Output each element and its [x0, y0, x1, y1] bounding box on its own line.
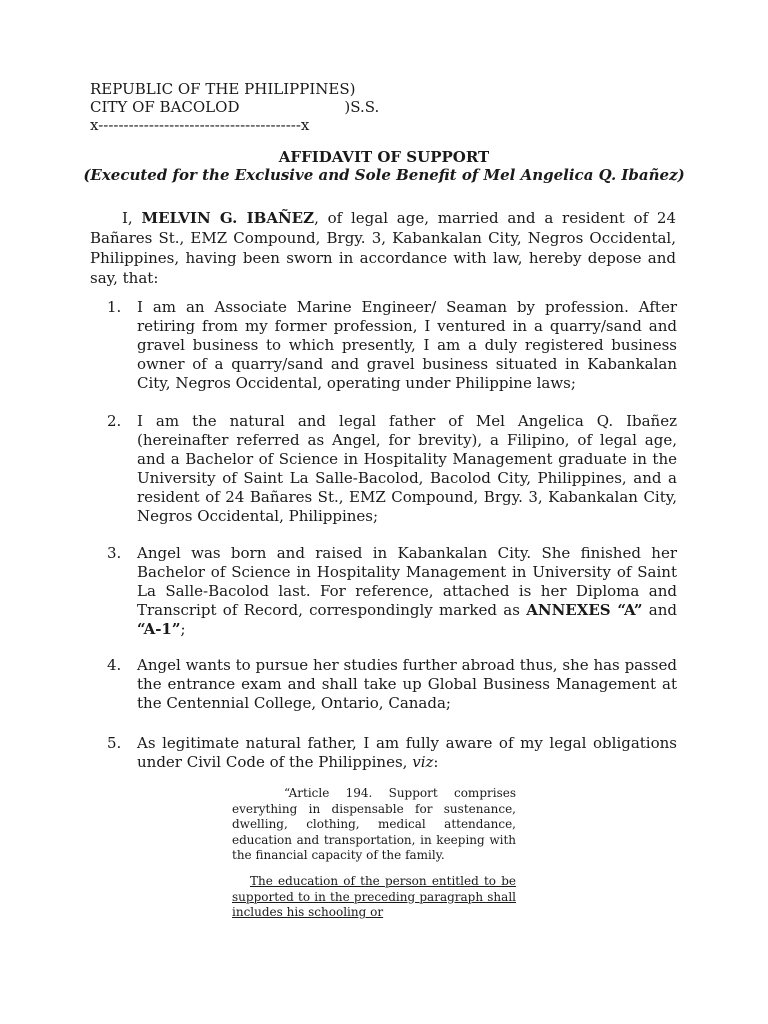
list-item-text-pre: Angel was born and raised in Kabankalan City. She finished her Bachelor of Science in Hospitality Management in University of Saint La Salle-Bacolod last. For reference, attached is her Diploma and Transcript of Record, correspondingly marked as: [137, 544, 677, 619]
list-item-text-post: ;: [180, 620, 186, 638]
list-item-text: I am an Associate Marine Engineer/ Seaman by profession. After retiring from my former profession, I ventured in a quarry/sand and gravel business to which presently, I am a duly registered business owner of a quarry/sand and gravel business situated in Kabankalan City, Negros Occidental, operating under Philippine laws;: [137, 298, 677, 392]
document-subtitle: (Executed for the Exclusive and Sole Benefit of Mel Angelica Q. Ibañez): [83, 166, 685, 184]
annex-a-label: ANNEXES “A”: [526, 601, 643, 619]
quoted-education-paragraph: The education of the person entitled to be supported to in the preceding paragraph shall includes his schooling or: [232, 874, 516, 919]
list-item-text: I am the natural and legal father of Mel Angelica Q. Ibañez (hereinafter referred as Angel, for brevity), a Filipino, of legal age, and a Bachelor of Science in Hospitality Management graduate in the University of Saint La Salle-Bacolod, Bacolod City, Philippines, and a resident of 24 Bañares St., EMZ Compound, Brgy. 3, Kabankalan City, Negros Occidental, Philippines;: [137, 412, 677, 525]
viz-word: viz: [412, 753, 434, 771]
list-item-1: [107, 298, 677, 393]
list-item-number: 4.: [107, 656, 122, 674]
caption-separator: x----------------------------------------x: [90, 116, 310, 134]
list-item-number: 5.: [107, 734, 122, 752]
list-item-text-mid: and: [642, 601, 677, 619]
list-item-text-pre: As legitimate natural father, I am fully aware of my legal obligations under Civil Code of the Philippines,: [137, 734, 677, 771]
intro-post: , of legal age, married and a resident of 24 Bañares St., EMZ Compound, Brgy. 3, Kabankalan City, Negros Occidental, Philippines, having been sworn in accordance with law, hereby depose and say, that:: [90, 209, 676, 287]
caption-city: CITY OF BACOLOD )S.S.: [90, 98, 380, 116]
list-item-text: [137, 544, 677, 639]
affiant-name: MELVIN G. IBAÑEZ: [141, 209, 315, 227]
list-item-text: [137, 734, 677, 772]
list-item-4: [107, 656, 677, 713]
list-item-2: [107, 412, 677, 526]
list-item-text: Angel wants to pursue her studies further abroad thus, she has passed the entrance exam and shall take up Global Business Management at the Centennial College, Ontario, Canada;: [137, 656, 677, 712]
annex-a1-label: “A-1”: [137, 620, 181, 638]
list-item-5: [107, 734, 677, 772]
list-item-3: [107, 544, 677, 639]
intro-pre: I,: [122, 209, 142, 227]
list-item-text-post: :: [433, 753, 439, 771]
list-item-number: 1.: [107, 298, 122, 316]
list-item-number: 2.: [107, 412, 122, 430]
quoted-article-paragraph: “Article 194. Support comprises everything in dispensable for sustenance, dwelling, clothing, medical attendance, education and transportation, in keeping with the financial capacity of the family.: [232, 786, 516, 862]
intro-paragraph: [90, 208, 676, 288]
caption-republic: REPUBLIC OF THE PHILIPPINES): [90, 80, 356, 98]
document-title: AFFIDAVIT OF SUPPORT: [278, 148, 490, 166]
list-item-number: 3.: [107, 544, 122, 562]
